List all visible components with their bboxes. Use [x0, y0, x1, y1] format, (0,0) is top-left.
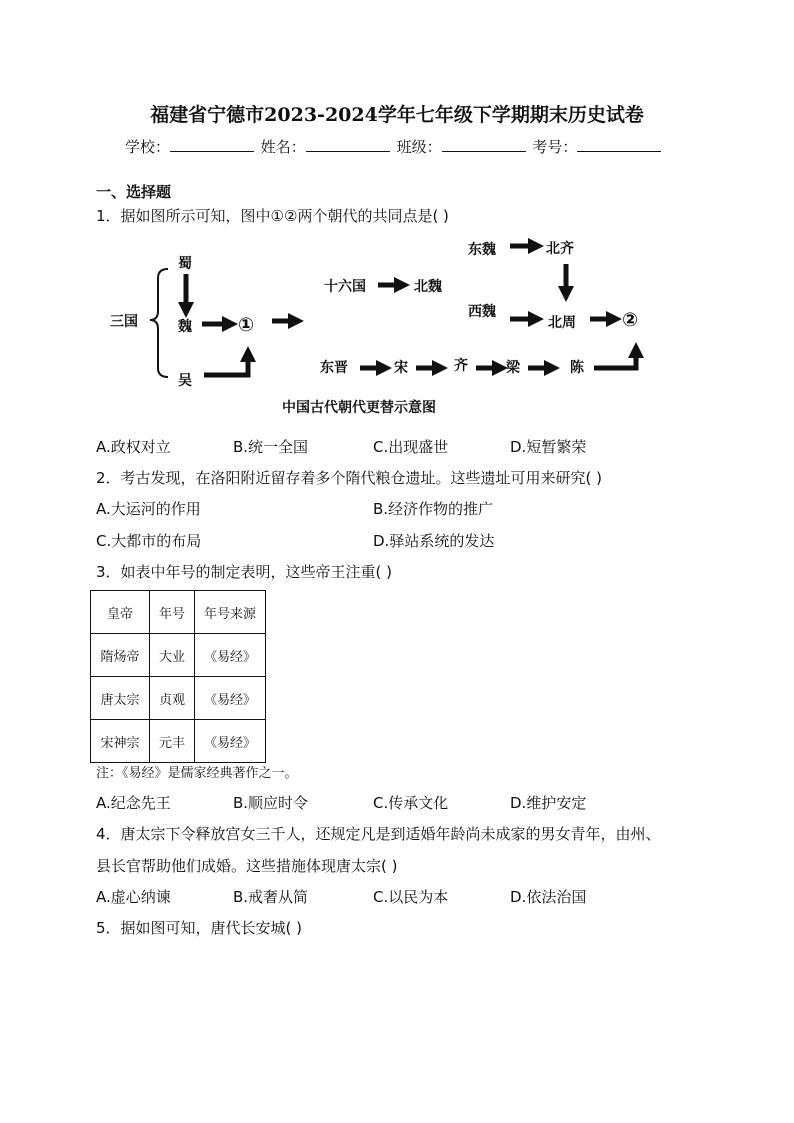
school-label: 学校：: [125, 138, 171, 156]
label-shu: 蜀: [178, 256, 192, 272]
q1-option-c[interactable]: C.出现盛世: [373, 438, 449, 456]
bracket-line: [150, 269, 168, 377]
table-header-row: [91, 591, 266, 634]
label-dynasty-two: ②: [622, 309, 639, 331]
q2-option-c[interactable]: C.大都市的布局: [96, 532, 202, 550]
table-row: [91, 720, 266, 763]
diagram-caption: 中国古代朝代更替示意图: [282, 400, 436, 416]
q1-option-b[interactable]: B.统一全国: [233, 438, 309, 456]
arrow-wu-one: [204, 354, 248, 375]
arrow-chen-two: [594, 350, 636, 368]
exam-no-label: 考号：: [532, 138, 578, 156]
question-4-stem-line2: 县长官帮助他们成婚。这些措施体现唐太宗( ): [96, 857, 398, 875]
question-2-stem: 2．考古发现，在洛阳附近留存着多个隋代粮仓遗址。这些遗址可用来研究( ): [96, 469, 603, 487]
table-note: 注：《易经》是儒家经典著作之一。: [96, 766, 298, 781]
class-label: 班级：: [396, 138, 442, 156]
name-blank[interactable]: [306, 137, 390, 152]
q2-option-b[interactable]: B.经济作物的推广: [373, 500, 494, 518]
class-blank[interactable]: [442, 137, 526, 152]
label-dongwei: 东魏: [468, 242, 496, 258]
table-cell: 《易经》: [195, 677, 266, 720]
q4-option-b[interactable]: B.戒奢从简: [233, 888, 309, 906]
section-heading: 一、选择题: [96, 183, 172, 201]
label-sanguo: 三国: [110, 314, 138, 330]
question-1-stem: 1．据如图所示可知，图中①②两个朝代的共同点是( ): [96, 207, 449, 225]
q1-option-d[interactable]: D.短暂繁荣: [510, 438, 587, 456]
table-cell: 元丰: [150, 720, 195, 763]
label-wu: 吴: [178, 373, 192, 389]
era-name-table: [90, 590, 266, 763]
question-4-stem-line1: 4．唐太宗下令释放宫女三千人，还规定凡是到适婚年龄尚未成家的男女青年，由州、: [96, 825, 661, 843]
q3-option-c[interactable]: C.传承文化: [373, 794, 449, 812]
table-header-cell: 年号: [150, 591, 195, 634]
label-beizhou: 北周: [548, 315, 576, 331]
table-header-cell: 皇帝: [91, 591, 150, 634]
name-label: 姓名：: [260, 138, 306, 156]
label-dongjin: 东晋: [320, 360, 348, 376]
q2-option-d[interactable]: D.驿站系统的发达: [373, 532, 495, 550]
label-liang: 梁: [506, 360, 520, 376]
table-cell: 大业: [150, 634, 195, 677]
label-wei: 魏: [178, 319, 192, 335]
table-cell: 宋神宗: [91, 720, 150, 763]
table-row: [91, 677, 266, 720]
q4-option-d[interactable]: D.依法治国: [510, 888, 587, 906]
question-3-stem: 3．如表中年号的制定表明，这些帝王注重( ): [96, 563, 393, 581]
school-blank[interactable]: [170, 137, 254, 152]
table-row: [91, 634, 266, 677]
q3-option-a[interactable]: A.纪念先王: [96, 794, 171, 812]
label-qi: 齐: [454, 358, 468, 374]
table-cell: 隋炀帝: [91, 634, 150, 677]
exam-title: 福建省宁德市2023-2024学年七年级下学期期末历史试卷: [150, 104, 644, 126]
label-song: 宋: [394, 360, 408, 376]
q3-option-b[interactable]: B.顺应时令: [233, 794, 309, 812]
table-cell: 贞观: [150, 677, 195, 720]
q3-option-d[interactable]: D.维护安定: [510, 794, 587, 812]
label-chen: 陈: [570, 360, 584, 376]
q4-option-c[interactable]: C.以民为本: [373, 888, 449, 906]
table-cell: 《易经》: [195, 634, 266, 677]
label-dynasty-one: ①: [238, 314, 255, 336]
label-xiwei: 西魏: [468, 304, 496, 320]
q1-option-a[interactable]: A.政权对立: [96, 438, 171, 456]
label-shiliuguo: 十六国: [324, 279, 366, 295]
question-5-stem: 5．据如图可知，唐代长安城( ): [96, 919, 303, 937]
exam-no-blank[interactable]: [577, 137, 661, 152]
student-info-line: [125, 136, 663, 157]
table-cell: 《易经》: [195, 720, 266, 763]
table-header-cell: 年号来源: [195, 591, 266, 634]
q4-option-a[interactable]: A.虚心纳谏: [96, 888, 171, 906]
label-beiqi: 北齐: [546, 241, 574, 257]
q2-option-a[interactable]: A.大运河的作用: [96, 500, 201, 518]
table-cell: 唐太宗: [91, 677, 150, 720]
dynasty-diagram: [96, 232, 656, 422]
label-beiwei: 北魏: [414, 279, 442, 295]
